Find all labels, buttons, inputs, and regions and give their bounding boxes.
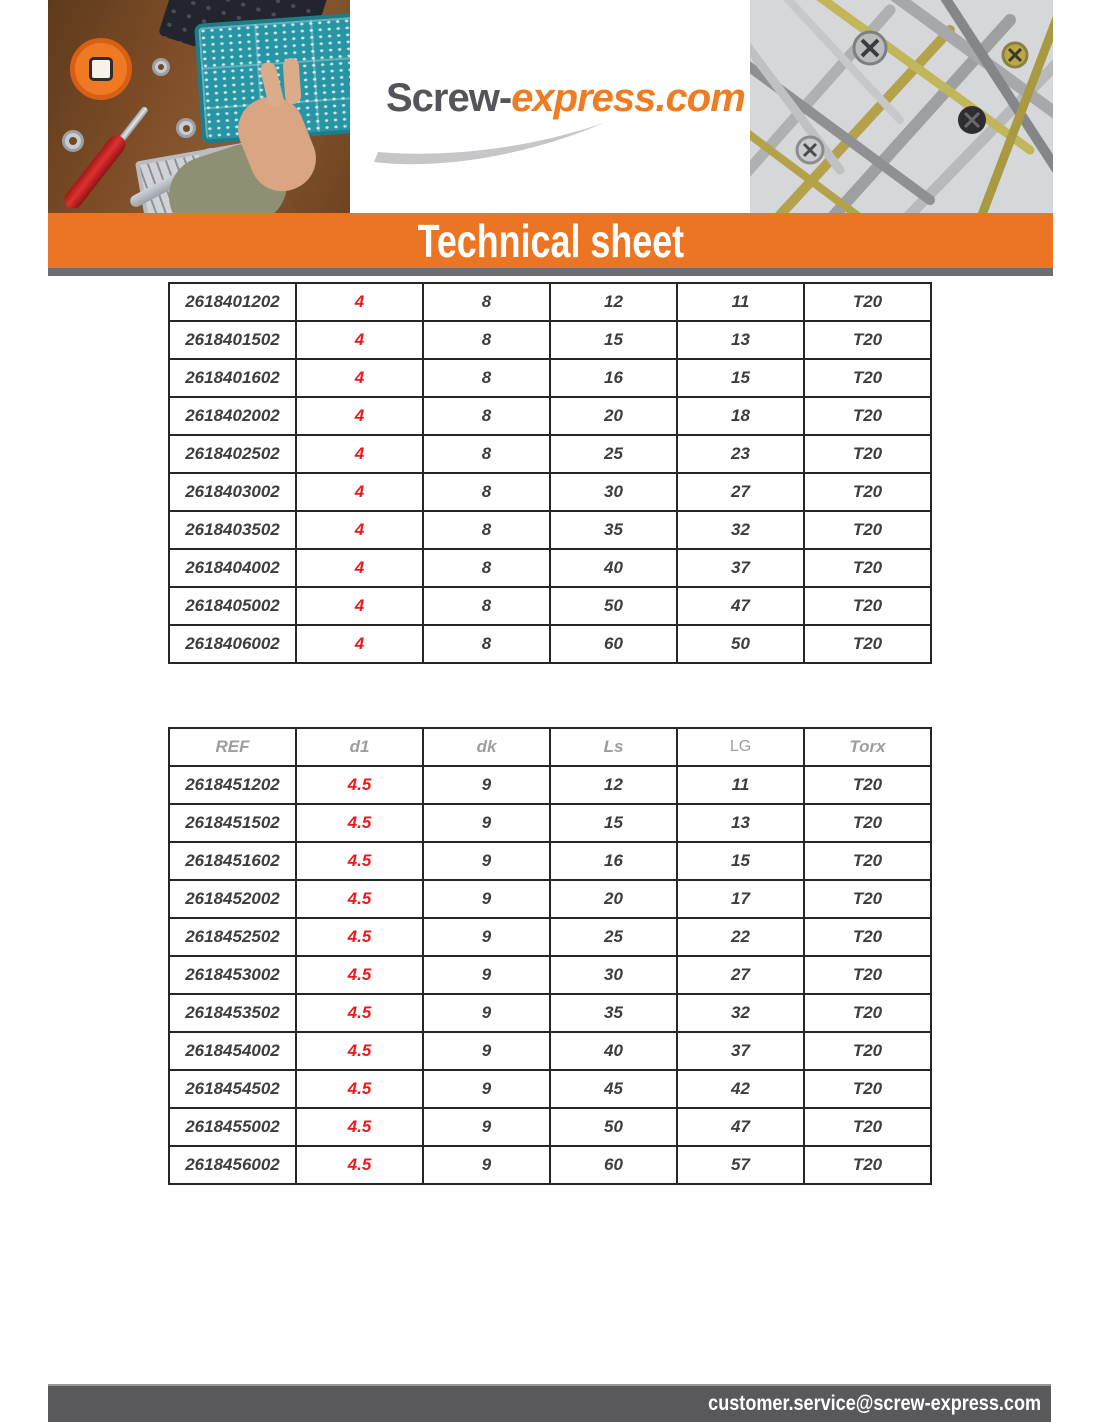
table-row: [169, 397, 931, 435]
cell-lg: 13: [677, 804, 804, 842]
tape-measure-icon: [70, 38, 132, 100]
table-header-row: [169, 728, 931, 766]
cell-ls: 20: [550, 397, 677, 435]
table-row: [169, 1032, 931, 1070]
washer: [152, 58, 170, 76]
cell-ls: 35: [550, 511, 677, 549]
cell-dk: 8: [423, 587, 550, 625]
cell-torx: T20: [804, 549, 931, 587]
cell-lg: 17: [677, 880, 804, 918]
table-row: [169, 435, 931, 473]
cell-d1: 4.5: [296, 994, 423, 1032]
cell-dk: 8: [423, 473, 550, 511]
cell-lg: 11: [677, 283, 804, 321]
cell-torx: T20: [804, 321, 931, 359]
table-row: [169, 359, 931, 397]
cell-dk: 8: [423, 321, 550, 359]
cell-d1: 4.5: [296, 1146, 423, 1184]
table-row: [169, 918, 931, 956]
cell-ref: 2618404002: [169, 549, 296, 587]
cell-d1: 4.5: [296, 1032, 423, 1070]
table-row: [169, 473, 931, 511]
cell-dk: 8: [423, 397, 550, 435]
cell-ls: 50: [550, 587, 677, 625]
table-row: [169, 956, 931, 994]
spec-table-d4: [168, 282, 932, 664]
cell-d1: 4.5: [296, 804, 423, 842]
cell-torx: T20: [804, 880, 931, 918]
cell-dk: 9: [423, 766, 550, 804]
cell-dk: 9: [423, 842, 550, 880]
cell-ref: 2618456002: [169, 1146, 296, 1184]
cell-ls: 12: [550, 283, 677, 321]
cell-d1: 4.5: [296, 1070, 423, 1108]
cell-ls: 15: [550, 321, 677, 359]
footer-bar: [48, 1384, 1051, 1422]
cell-ref: 2618405002: [169, 587, 296, 625]
cell-ref: 2618451502: [169, 804, 296, 842]
cell-ref: 2618454502: [169, 1070, 296, 1108]
cell-d1: 4: [296, 625, 423, 663]
cell-ref: 2618451602: [169, 842, 296, 880]
cell-lg: 42: [677, 1070, 804, 1108]
cell-lg: 11: [677, 766, 804, 804]
cell-ref: 2618452502: [169, 918, 296, 956]
cell-torx: T20: [804, 1108, 931, 1146]
cell-d1: 4.5: [296, 918, 423, 956]
cell-ref: 2618401502: [169, 321, 296, 359]
cell-lg: 50: [677, 625, 804, 663]
col-header-ref: REF: [169, 728, 296, 766]
cell-ls: 15: [550, 804, 677, 842]
cell-dk: 8: [423, 435, 550, 473]
cell-d1: 4: [296, 397, 423, 435]
col-header-ls: Ls: [550, 728, 677, 766]
cell-dk: 9: [423, 1070, 550, 1108]
cell-lg: 27: [677, 956, 804, 994]
cell-lg: 18: [677, 397, 804, 435]
col-header-lg: LG: [677, 728, 804, 766]
cell-lg: 15: [677, 359, 804, 397]
cell-torx: T20: [804, 1070, 931, 1108]
cell-ref: 2618453502: [169, 994, 296, 1032]
screws-pile-art: [750, 0, 1053, 213]
cell-dk: 9: [423, 1146, 550, 1184]
cell-ls: 25: [550, 918, 677, 956]
cell-dk: 9: [423, 956, 550, 994]
cell-ls: 25: [550, 435, 677, 473]
cell-ref: 2618455002: [169, 1108, 296, 1146]
cell-ls: 50: [550, 1108, 677, 1146]
logo-text-orange: express.com: [511, 76, 745, 120]
cell-torx: T20: [804, 283, 931, 321]
cell-ref: 2618452002: [169, 880, 296, 918]
cell-lg: 22: [677, 918, 804, 956]
cell-ls: 20: [550, 880, 677, 918]
table-row: [169, 549, 931, 587]
cell-dk: 9: [423, 804, 550, 842]
table-row: [169, 1146, 931, 1184]
cell-d1: 4: [296, 587, 423, 625]
cell-ref: 2618454002: [169, 1032, 296, 1070]
table-row: [169, 511, 931, 549]
spec-table-d4-5: [168, 727, 932, 1185]
cell-torx: T20: [804, 1032, 931, 1070]
cell-d1: 4: [296, 359, 423, 397]
cell-lg: 57: [677, 1146, 804, 1184]
table-row: [169, 321, 931, 359]
cell-d1: 4.5: [296, 956, 423, 994]
cell-torx: T20: [804, 511, 931, 549]
cell-ls: 40: [550, 549, 677, 587]
cell-ref: 2618453002: [169, 956, 296, 994]
cell-torx: T20: [804, 397, 931, 435]
tape-measure-window: [89, 57, 113, 81]
cell-dk: 9: [423, 880, 550, 918]
cell-dk: 8: [423, 283, 550, 321]
cell-ref: 2618451202: [169, 766, 296, 804]
cell-d1: 4: [296, 511, 423, 549]
cell-torx: T20: [804, 842, 931, 880]
cell-d1: 4.5: [296, 766, 423, 804]
cell-ref: 2618401602: [169, 359, 296, 397]
cell-torx: T20: [804, 625, 931, 663]
washer: [176, 118, 196, 138]
cell-dk: 8: [423, 511, 550, 549]
cell-dk: 9: [423, 1032, 550, 1070]
cell-lg: 27: [677, 473, 804, 511]
cell-lg: 37: [677, 549, 804, 587]
cell-ls: 35: [550, 994, 677, 1032]
cell-d1: 4: [296, 283, 423, 321]
cell-dk: 9: [423, 1108, 550, 1146]
cell-d1: 4: [296, 473, 423, 511]
logo-text-dark: Screw-: [386, 76, 512, 120]
cell-ls: 60: [550, 1146, 677, 1184]
cell-torx: T20: [804, 804, 931, 842]
cell-lg: 37: [677, 1032, 804, 1070]
cell-lg: 23: [677, 435, 804, 473]
cell-dk: 8: [423, 549, 550, 587]
table-row: [169, 1108, 931, 1146]
table-row: [169, 766, 931, 804]
cell-ls: 60: [550, 625, 677, 663]
cell-torx: T20: [804, 435, 931, 473]
cell-lg: 15: [677, 842, 804, 880]
table-row: [169, 842, 931, 880]
cell-torx: T20: [804, 587, 931, 625]
cell-d1: 4: [296, 321, 423, 359]
table-row: [169, 625, 931, 663]
finger: [282, 57, 301, 104]
cell-torx: T20: [804, 956, 931, 994]
workbench-photo: [48, 0, 350, 213]
cell-lg: 13: [677, 321, 804, 359]
cell-torx: T20: [804, 1146, 931, 1184]
cell-torx: T20: [804, 994, 931, 1032]
table-row: [169, 587, 931, 625]
cell-ls: 45: [550, 1070, 677, 1108]
customer-service-email[interactable]: customer.service@screw-express.com: [708, 1392, 1041, 1415]
banner-shadow-stripe: [48, 268, 1053, 276]
table-row: [169, 994, 931, 1032]
col-header-dk: dk: [423, 728, 550, 766]
cell-dk: 9: [423, 918, 550, 956]
cell-dk: 8: [423, 359, 550, 397]
banner: [48, 213, 1053, 268]
cell-d1: 4.5: [296, 842, 423, 880]
col-header-d1: d1: [296, 728, 423, 766]
cell-ref: 2618403502: [169, 511, 296, 549]
cell-torx: T20: [804, 473, 931, 511]
cell-lg: 32: [677, 994, 804, 1032]
cell-ls: 30: [550, 956, 677, 994]
cell-ls: 12: [550, 766, 677, 804]
cell-lg: 32: [677, 511, 804, 549]
cell-ref: 2618406002: [169, 625, 296, 663]
cell-ls: 16: [550, 842, 677, 880]
cell-lg: 47: [677, 1108, 804, 1146]
cell-ref: 2618403002: [169, 473, 296, 511]
cell-d1: 4: [296, 549, 423, 587]
page-title: Technical sheet: [417, 214, 684, 267]
cell-ref: 2618402002: [169, 397, 296, 435]
cell-torx: T20: [804, 359, 931, 397]
cell-ls: 16: [550, 359, 677, 397]
cell-lg: 47: [677, 587, 804, 625]
cell-dk: 9: [423, 994, 550, 1032]
table-row: [169, 283, 931, 321]
screws-pile-photo: [750, 0, 1053, 213]
col-header-torx: Torx: [804, 728, 931, 766]
cell-torx: T20: [804, 766, 931, 804]
brand-logo: [386, 76, 745, 121]
logo-zone: [350, 0, 750, 213]
cell-ref: 2618401202: [169, 283, 296, 321]
table-row: [169, 1070, 931, 1108]
cell-d1: 4: [296, 435, 423, 473]
table-row: [169, 880, 931, 918]
cell-d1: 4.5: [296, 880, 423, 918]
cell-d1: 4.5: [296, 1108, 423, 1146]
logo-swoosh: [368, 118, 618, 168]
washer: [62, 130, 84, 152]
cell-torx: T20: [804, 918, 931, 956]
cell-dk: 8: [423, 625, 550, 663]
table-row: [169, 804, 931, 842]
cell-ls: 40: [550, 1032, 677, 1070]
cell-ref: 2618402502: [169, 435, 296, 473]
cell-ls: 30: [550, 473, 677, 511]
